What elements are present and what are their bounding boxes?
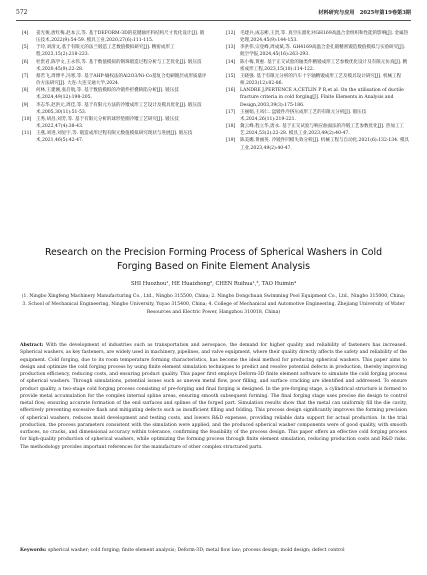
reference-text: 王晓强. 基于有限元分析的汽车十字轴精锻成形工艺及模具设计研究[J]. 机械工程师,2023(12):82-86. [240,73,402,87]
reference-text: 蔡若飞,周博平,冯寒,等. 基于AHP-熵权法的Al2O3/Ni-Co基复合电刷镀层成形质量评价方法研究[J]. 大连:大连交通大学,2024. [36,73,207,87]
reference-text: 王丽娟,王凤仁. 盘锻件冷挤压成形工艺的有限元分析[J]. 锻压技术,2024,26(11):219-221. [240,109,367,122]
reference-number: [11] [22,131,32,137]
reference-item [226,44,411,58]
reference-number: [9] [22,102,29,108]
reference-text: 陈美娜,黄丽英. 冷锻件凹模失效分析[J]. 机械工程与自动化,2021(6):132-134. 模具工业,2023,49(2):40-47. [240,138,410,151]
journal-info: 材料研究与应用 2025年第19卷第3期 [318,10,411,16]
abstract-label: Abstract: [20,343,44,348]
reference-item [226,30,411,44]
reference-number: [18] [226,124,236,130]
reference-text: 王燕,刘进,刘星宇,等. 锻造成形过程有限元数值模拟研究现状与进展[J]. 锻压技术,2021,46(5):42-47. [36,131,193,144]
keywords-label: Keywords: [20,548,47,553]
reference-text: 李洪伟,宗登峰,周成斌,等. GH4169高温合金孔锻精密锻造数值模拟与实验研究[J]. 航空学报,2024,45(16):263-293. [240,45,406,58]
reference-number: [6] [22,59,29,65]
reference-item [22,59,207,73]
reference-text: 于玲,刘清文,基于有限元的法兰锻造工艺数值模拟研究[J]. 精密成形工程,2023,15(2):218-223. [36,45,175,58]
reference-item [22,116,207,130]
reference-text: 陈小梅,黄惠. 基于正交试验的轴类件精锻成形工艺参数优化设计及有限元仿真[J]. 精密成形工程,2023,15(10):114-122. [240,59,408,72]
reference-item [22,102,207,116]
reference-number: [17] [226,109,236,115]
reference-number: [19] [226,138,236,144]
keywords-text: spherical washer; cold forging; finite element analysis; Deform-3D; metal flow law; process design; mold design; defect control [47,548,345,553]
references-right-column [226,30,411,152]
abstract [20,342,407,451]
reference-number: [15] [226,73,236,79]
reference-item [226,123,411,137]
reference-number: [12] [226,31,236,36]
references-section [22,30,412,240]
affiliations: (1. Ningbo Xingfeng Machinery Manufacturing Co., Ltd., Ningbo 315500, China; 2. Ningbo Dongchuan Swimming Pool Equipment Co., Ltd., Ningbo 315000, China; 3. School of Mechanical Engineering, Ningbo University, Yuyao 315400, China; 4. College of Mechanical and Automotive Engineering, Zhejiang University of Water Resources and Electric Power, Hangzhou 310018, China) [21,294,406,315]
reference-item [22,73,207,87]
reference-number: [7] [22,73,29,79]
reference-item [226,87,411,108]
reference-item [226,109,411,123]
reference-number: [13] [226,45,236,51]
page-header [16,8,411,21]
keywords [20,547,407,554]
reference-number: [10] [22,116,32,122]
reference-text: 毛建兵,成志彬,王贵,等. 真空压溜化对GH169高温合金组织和性能的影响[J]. 金属热处理,2024,45(9):144-153. [240,31,409,44]
reference-item [22,87,207,101]
reference-item [226,73,411,87]
page-number: 572 [16,9,28,16]
reference-number: [16] [226,88,236,94]
reference-text: 李志华,赵洪元,周佳,等. 基于有限元方法的冷镦成形工艺设计及模具优化[J]. 锻压技术,2005,30(11):51-53. [36,102,202,115]
paper-title: Research on the Precision Forming Process of Spherical Washers in Cold Forging Based on Finite Element Analysis [44,247,383,272]
reference-number: [8] [22,88,29,94]
references-left-column [22,30,207,145]
reference-text: 杜贵君,陈学文,王永伟,等. 基于数值模拟的钢珠锻造过程分析与工艺优化[J]. 锻压技术,2020,45(9):22-28. [36,59,202,72]
reference-item [226,137,411,151]
reference-number: [5] [22,45,29,51]
reference-text: 何林,王建刚,张启航,等. 基于数值模拟的冷锻件折叠缺陷分析[J]. 锻压技术,2024,49(12):198-205. [36,88,179,101]
reference-text: 姜光俊,唐红梅,赵本云,等. 基于DEFORM-3D的花键轴坯料结构尺寸优化设计[J]. 锻压技术,2022(9):54-59. 模具工业,2020,27(6):111-115. [36,31,205,44]
reference-item [226,59,411,73]
reference-number: [14] [226,59,236,65]
reference-item [22,30,207,44]
reference-item [22,44,207,58]
abstract-text: With the development of industries such as transportation and aerospace, the demand for higher quality and reliability of fasteners has increased. Spherical washers, as key fasteners, are widely used in machinery, pipelines, and valve equipment, where their quality directly affects the safety and reliability of the equipment. Cold forging, due to its room temperature forming characteristics, has become the ideal method for producing spherical washers. This paper aims to design and optimize the cold forging process by using finite element simulation techniques to predict and resolve potential defects in production, thereby improving production efficiency, reducing costs, and ensuring product quality. This paper first employs Deform-3D finite element software to simulate the cold forging process of spherical washers. Through simulations, potential issues such as uneven metal flow, poor filling, and surface cracking are identified and addressed. To ensure product quality, a two-stage cold forging process consisting of pre-forging and final forging is designed. In the pre-forging stage, a cylindrical structure is formed to provide metal accumulation for the complex internal spline areas, ensuring smooth subsequent forming. The final forging stage uses precise die design to control metal flow, ensuring accurate formation of the end surfaces and splines of the forged part. Simulation results show that the metal can uniformly fill the die cavity, effectively preventing excessive flash and mitigating defects such as insufficient filling and folding. This process design significantly improves the forming precision of spherical washers, reduces mold development and testing costs, and lowers R&D expenses, providing reliable data support for actual production. In the trial production, the process parameters consistent with the simulation were applied, and the produced spherical washer components were of good quality, with smooth surfaces, no cracks, and dimensional accuracy within tolerance, confirming the feasibility of the process design. This paper offers an effective cold forging process for high-quality production of spherical washers, while optimizing the forming process through finite element simulation, reducing production costs and R&D risks. The methodology provides important references for the manufacture of other complex structured parts. [20,343,407,450]
reference-item [22,130,207,144]
reference-text: 冀云峰,程立华,唐永. 基于正交试验与响应曲面法的冷锻工艺参数优化[J]. 热加工工艺,2024,53(2):22-28. 模具工业,2023,49(2):40-47. [240,124,405,137]
authors: SHI Huozhou¹, HE Huaizhong², CHEN Ruihua¹,³, TAO Huimin⁴ [130,281,297,287]
reference-text: 王秀,胡昌,刘芳,等. 基于有限元分析的球形垫圈冷镦工艺研究[J]. 锻压技术,2022,47(4):38-43. [36,116,179,130]
reference-number: [4] [22,31,29,36]
reference-text: LANDRE J,PERTENCE A,CETLIN P R,et al. On the utilisation of ductile fracture criteria in cold forging[J]. Finite Elements in Analysis and Design,2003,39(3):175-186. [240,88,404,108]
